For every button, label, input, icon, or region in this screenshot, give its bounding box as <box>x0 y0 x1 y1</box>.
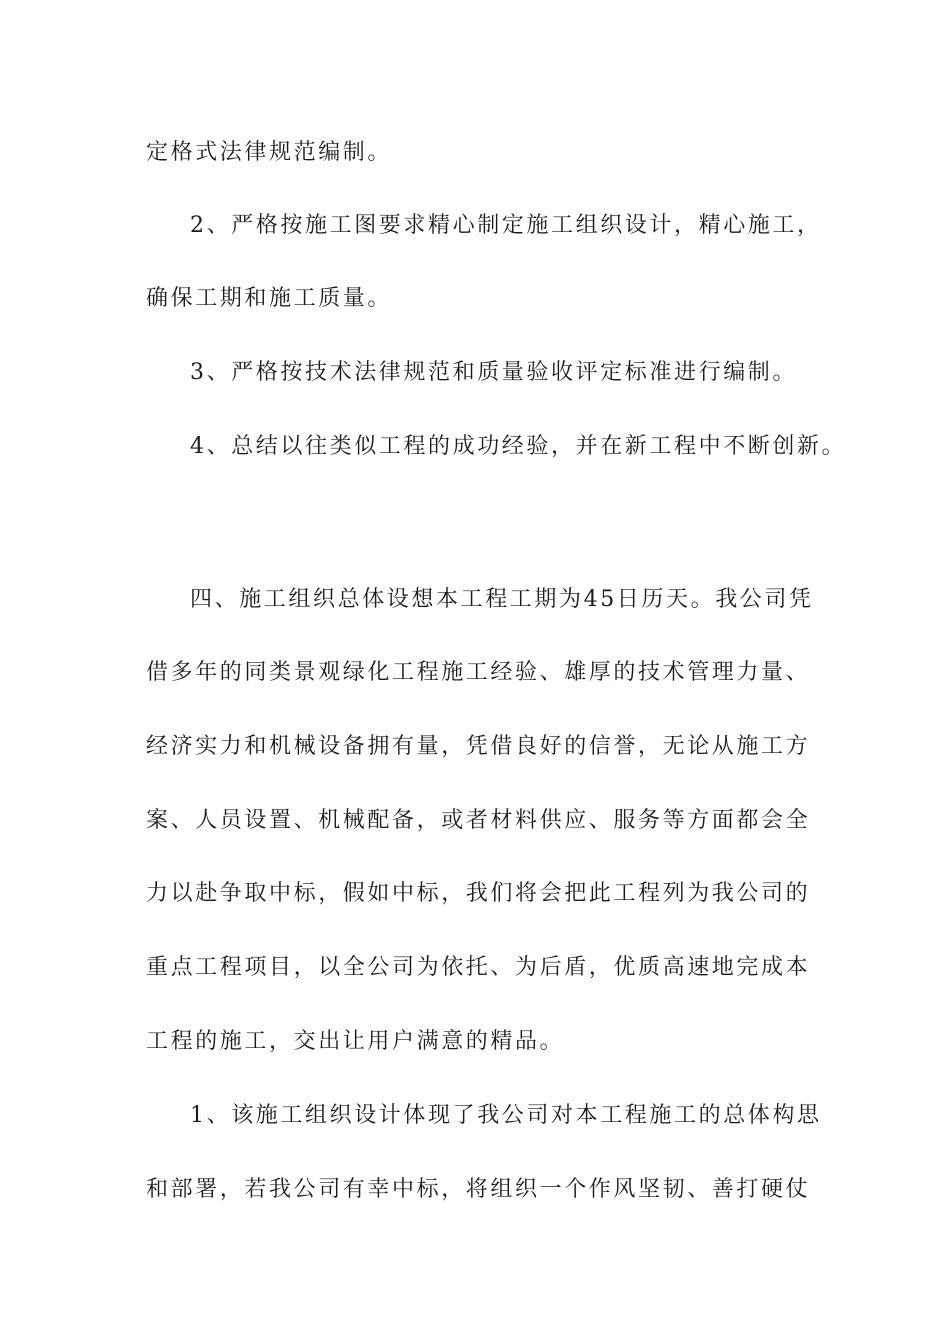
paragraph-3-line-1: 3、严格按技术法律规范和质量验收评定标准进行编制。 <box>190 360 797 385</box>
section-4-line-4: 案、人员设置、机械配备，或者材料供应、服务等方面都会全 <box>146 808 811 833</box>
section-4-line-2: 借多年的同类景观绿化工程施工经验、雄厚的技术管理力量、 <box>146 660 811 685</box>
paragraph-4-line-1: 4、总结以往类似工程的成功经验，并在新工程中不断创新。 <box>190 434 847 459</box>
section-4-line-3: 经济实力和机械设备拥有量，凭借良好的信誉，无论从施工方 <box>146 734 811 759</box>
section-4-line-5: 力以赴争取中标，假如中标，我们将会把此工程列为我公司的 <box>146 881 811 906</box>
item-1-line-2: 和部署，若我公司有幸中标，将组织一个作风坚韧、善打硬仗 <box>146 1177 811 1202</box>
section-4-heading-line-1: 四、施工组织总体设想本工程工期为45日历天。我公司凭 <box>190 587 814 612</box>
section-4-line-6: 重点工程项目，以全公司为依托、为后盾，优质高速地完成本 <box>146 955 811 980</box>
paragraph-continuation-line: 定格式法律规范编制。 <box>146 140 393 165</box>
item-1-line-1: 1、该施工组织设计体现了我公司对本工程施工的总体构思 <box>190 1103 822 1128</box>
paragraph-2-line-2: 确保工期和施工质量。 <box>146 286 393 311</box>
section-4-line-7: 工程的施工，交出让用户满意的精品。 <box>146 1029 565 1054</box>
paragraph-2-line-1: 2、严格按施工图要求精心制定施工组织设计，精心施工， <box>190 213 822 238</box>
